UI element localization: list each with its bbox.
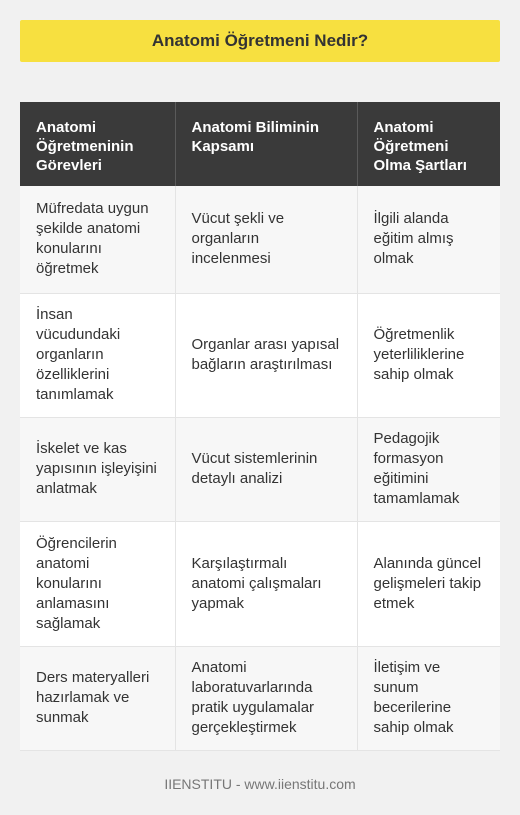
table-row (20, 186, 500, 293)
table-cell: İlgili alanda eğitim almış olmak (357, 186, 500, 293)
table-cell: Vücut sistemlerinin detaylı analizi (175, 417, 357, 521)
table-cell: Alanında güncel gelişmeleri takip etmek (357, 521, 500, 646)
table-row (20, 293, 500, 417)
table-row (20, 521, 500, 646)
footer-credit: IIENSTITU - www.iienstitu.com (164, 776, 356, 792)
table-header-row (20, 102, 500, 186)
table-cell: Vücut şekli ve organların incelenmesi (175, 186, 357, 293)
column-header-requirements: Anatomi Öğretmeni Olma Şartları (357, 102, 500, 186)
table-cell: Karşılaştırmalı anatomi çalışmaları yapmak (175, 521, 357, 646)
table-cell: İskelet ve kas yapısının işleyişini anlatmak (20, 417, 175, 521)
table-row (20, 417, 500, 521)
table-cell: Anatomi laboratuvarlarında pratik uygulamalar gerçekleştirmek (175, 646, 357, 750)
table-cell: Öğretmenlik yeterliliklerine sahip olmak (357, 293, 500, 417)
table-cell: İletişim ve sunum becerilerine sahip olmak (357, 646, 500, 750)
table-cell: Müfredata uygun şekilde anatomi konularını öğretmek (20, 186, 175, 293)
comparison-table-container (20, 102, 500, 751)
table-cell: Pedagojik formasyon eğitimini tamamlamak (357, 417, 500, 521)
table-cell: Organlar arası yapısal bağların araştırılması (175, 293, 357, 417)
column-header-duties: Anatomi Öğretmeninin Görevleri (20, 102, 175, 186)
comparison-table (20, 102, 500, 751)
page-title: Anatomi Öğretmeni Nedir? (151, 31, 369, 50)
table-cell: Ders materyalleri hazırlamak ve sunmak (20, 646, 175, 750)
column-header-scope: Anatomi Biliminin Kapsamı (175, 102, 357, 186)
table-row (20, 646, 500, 750)
table-cell: İnsan vücudundaki organların özelliklerini tanımlamak (20, 293, 175, 417)
title-banner (20, 20, 500, 62)
table-cell: Öğrencilerin anatomi konularını anlamasını sağlamak (20, 521, 175, 646)
